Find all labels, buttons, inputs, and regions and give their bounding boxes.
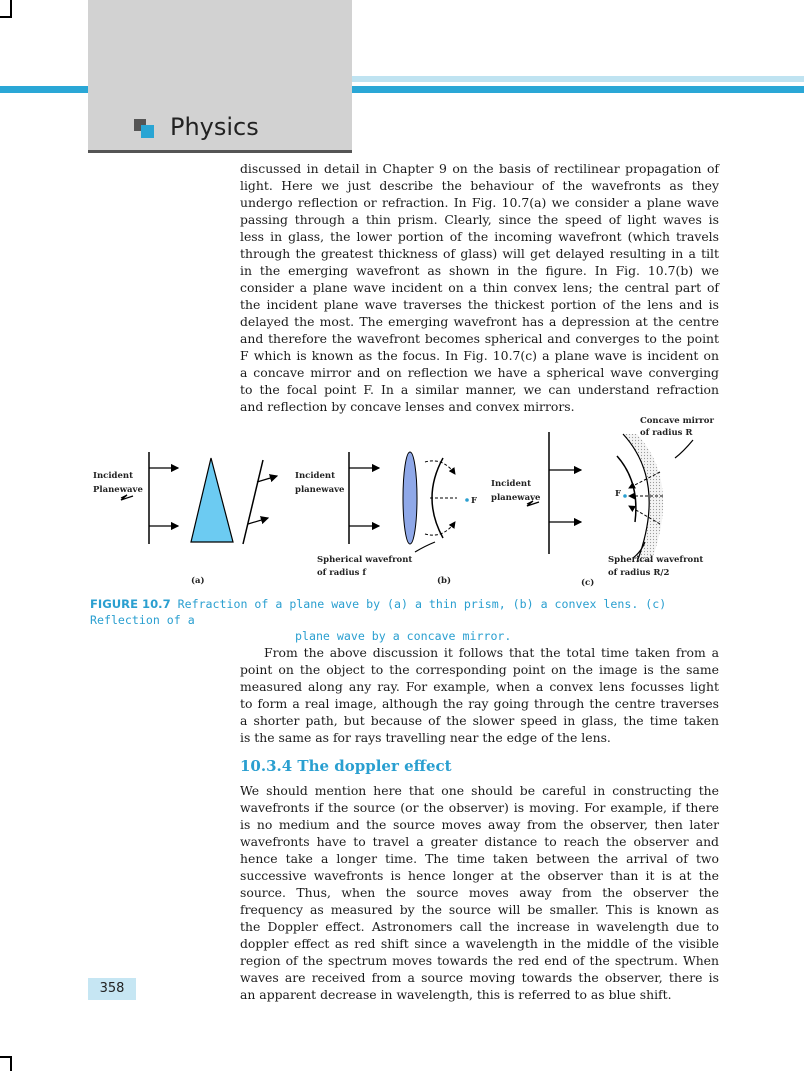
text-line: is no medium and the source moves away from the observer, then later: [240, 817, 719, 832]
text-line: is the same as for rays travelling near the edge of the lens.: [240, 730, 611, 745]
text-line: wavefronts if the source (or the observer) is moving. For example, if there: [240, 800, 719, 815]
figure-b-planewave-label: planewave: [295, 485, 345, 495]
figure-caption: [90, 596, 726, 644]
text-line: frequency as measured by the source will be smaller. This is known as: [240, 902, 719, 917]
paragraph-wavefront-reflection: [240, 160, 719, 415]
paragraph-doppler-effect: [240, 782, 719, 1003]
crop-mark-top-left-h: [0, 16, 12, 18]
text-line: less in glass, the lower portion of the incoming wavefront (which travels: [240, 229, 719, 244]
figure-caption-line2: plane wave by a concave mirror.: [295, 629, 512, 643]
figure-caption-label: FIGURE 10.7: [90, 597, 171, 611]
figure-a-caption-label: (a): [191, 576, 205, 586]
figure-c-radius-label: of radius R/2: [608, 568, 670, 578]
text-line: successive wavefronts is hence longer at the observer than it is at the: [240, 868, 719, 883]
text-line: From the above discussion it follows that the total time taken from a: [264, 645, 719, 660]
text-line: to the focal point F. In a similar manner, we can understand refraction: [240, 382, 719, 397]
text-line: a concave mirror and on reflection we have a spherical wave converging: [240, 365, 719, 380]
text-line: waves are received from a source moving towards the observer, there is: [240, 970, 719, 985]
figure-b-caption-label: (b): [437, 576, 451, 586]
header-band-light: [352, 76, 804, 82]
text-line: undergo reflection or refraction. In Fig. 10.7(a) we consider a plane wave: [240, 195, 719, 210]
text-line: measured along any ray. For example, when a convex lens focusses light: [240, 679, 719, 694]
text-line: discussed in detail in Chapter 9 on the basis of rectilinear propagation of: [240, 161, 719, 176]
text-line: in the emerging wavefront as shown in the figure. In Fig. 10.7(b) we: [240, 263, 719, 278]
figure-a-planewave-label: Planewave: [93, 485, 143, 495]
crop-mark-bottom-left-v: [10, 1056, 12, 1071]
text-line: to form a real image, although the ray going through the centre traverses: [240, 696, 719, 711]
figure-b-radius-label: of radius f: [317, 568, 367, 578]
figure-panel-a: [93, 452, 277, 586]
text-line: and therefore the wavefront becomes spherical and converges to the point: [240, 331, 719, 346]
header-title: Physics: [170, 113, 259, 141]
text-line: consider a plane wave incident on a thin convex lens; the central part of: [240, 280, 719, 295]
text-line: the Doppler effect. Astronomers call the increase in wavelength due to: [240, 919, 719, 934]
figure-10-7: [85, 412, 725, 592]
figure-c-focus-label: F: [615, 489, 622, 499]
text-line: an apparent decrease in wavelength, this is referred to as blue shift.: [240, 987, 672, 1002]
figure-c-wavefront-label: Spherical wavefront: [608, 555, 704, 565]
header-logo-square-blue: [141, 125, 154, 138]
text-line: F which is known as the focus. In Fig. 10.7(c) a plane wave is incident on: [240, 348, 719, 363]
figure-a-incident-label: Incident: [93, 471, 134, 481]
text-line: doppler effect as red shift since a wavelength in the middle of the visible: [240, 936, 719, 951]
section-heading: 10.3.4 The doppler effect: [240, 757, 452, 775]
figure-b-wavefront-label: Spherical wavefront: [317, 555, 413, 565]
text-line: region of the spectrum moves towards the red end of the spectrum. When: [240, 953, 719, 968]
convex-lens-shape: [403, 452, 417, 544]
figure-caption-line1: Refraction of a plane wave by (a) a thin prism, (b) a convex lens. (c) Reflection of a: [90, 597, 667, 627]
text-line: We should mention here that one should be careful in constructing the: [240, 783, 719, 798]
figure-c-planewave-label: planewave: [491, 493, 541, 503]
figure-b-focus-label: F: [471, 496, 478, 506]
header-rule: [88, 150, 352, 153]
page-number: 358: [88, 978, 136, 1000]
figure-c-incident-label: Incident: [491, 479, 532, 489]
text-line: the incident plane wave traverses the thickest portion of the lens and is: [240, 297, 719, 312]
text-line: source. Thus, when the source moves away from the observer the: [240, 885, 719, 900]
text-line: point on the object to the corresponding point on the image is the same: [240, 662, 719, 677]
figure-b-incident-label: Incident: [295, 471, 336, 481]
text-line: hence take a longer time. The time taken between the arrival of two: [240, 851, 719, 866]
figure-c-caption-label: (c): [581, 578, 595, 588]
text-line: and reflection by concave lenses and convex mirrors.: [240, 399, 575, 414]
header-band: [352, 86, 804, 93]
crop-mark-bottom-left-h: [0, 1056, 12, 1058]
text-line: a shorter path, but because of the slower speed in glass, the time taken: [240, 713, 719, 728]
figure-c-mirror-label: Concave mirror: [640, 416, 714, 426]
paragraph-total-time: [240, 644, 719, 746]
text-line: delayed the most. The emerging wavefront has a depression at the centre: [240, 314, 719, 329]
text-line: passing through a thin prism. Clearly, since the speed of light waves is: [240, 212, 719, 227]
text-line: through the greatest thickness of glass) will get delayed resulting in a tilt: [240, 246, 719, 261]
figure-panel-b: [295, 452, 477, 586]
text-line: wavefronts have to travel a greater distance to reach the observer and: [240, 834, 719, 849]
text-line: light. Here we just describe the behaviour of the wavefronts as they: [240, 178, 719, 193]
prism-shape: [191, 458, 233, 542]
figure-panel-c: [491, 416, 714, 588]
figure-c-mirror-radius-label: of radius R: [640, 428, 693, 438]
header-band-left: [0, 86, 88, 93]
